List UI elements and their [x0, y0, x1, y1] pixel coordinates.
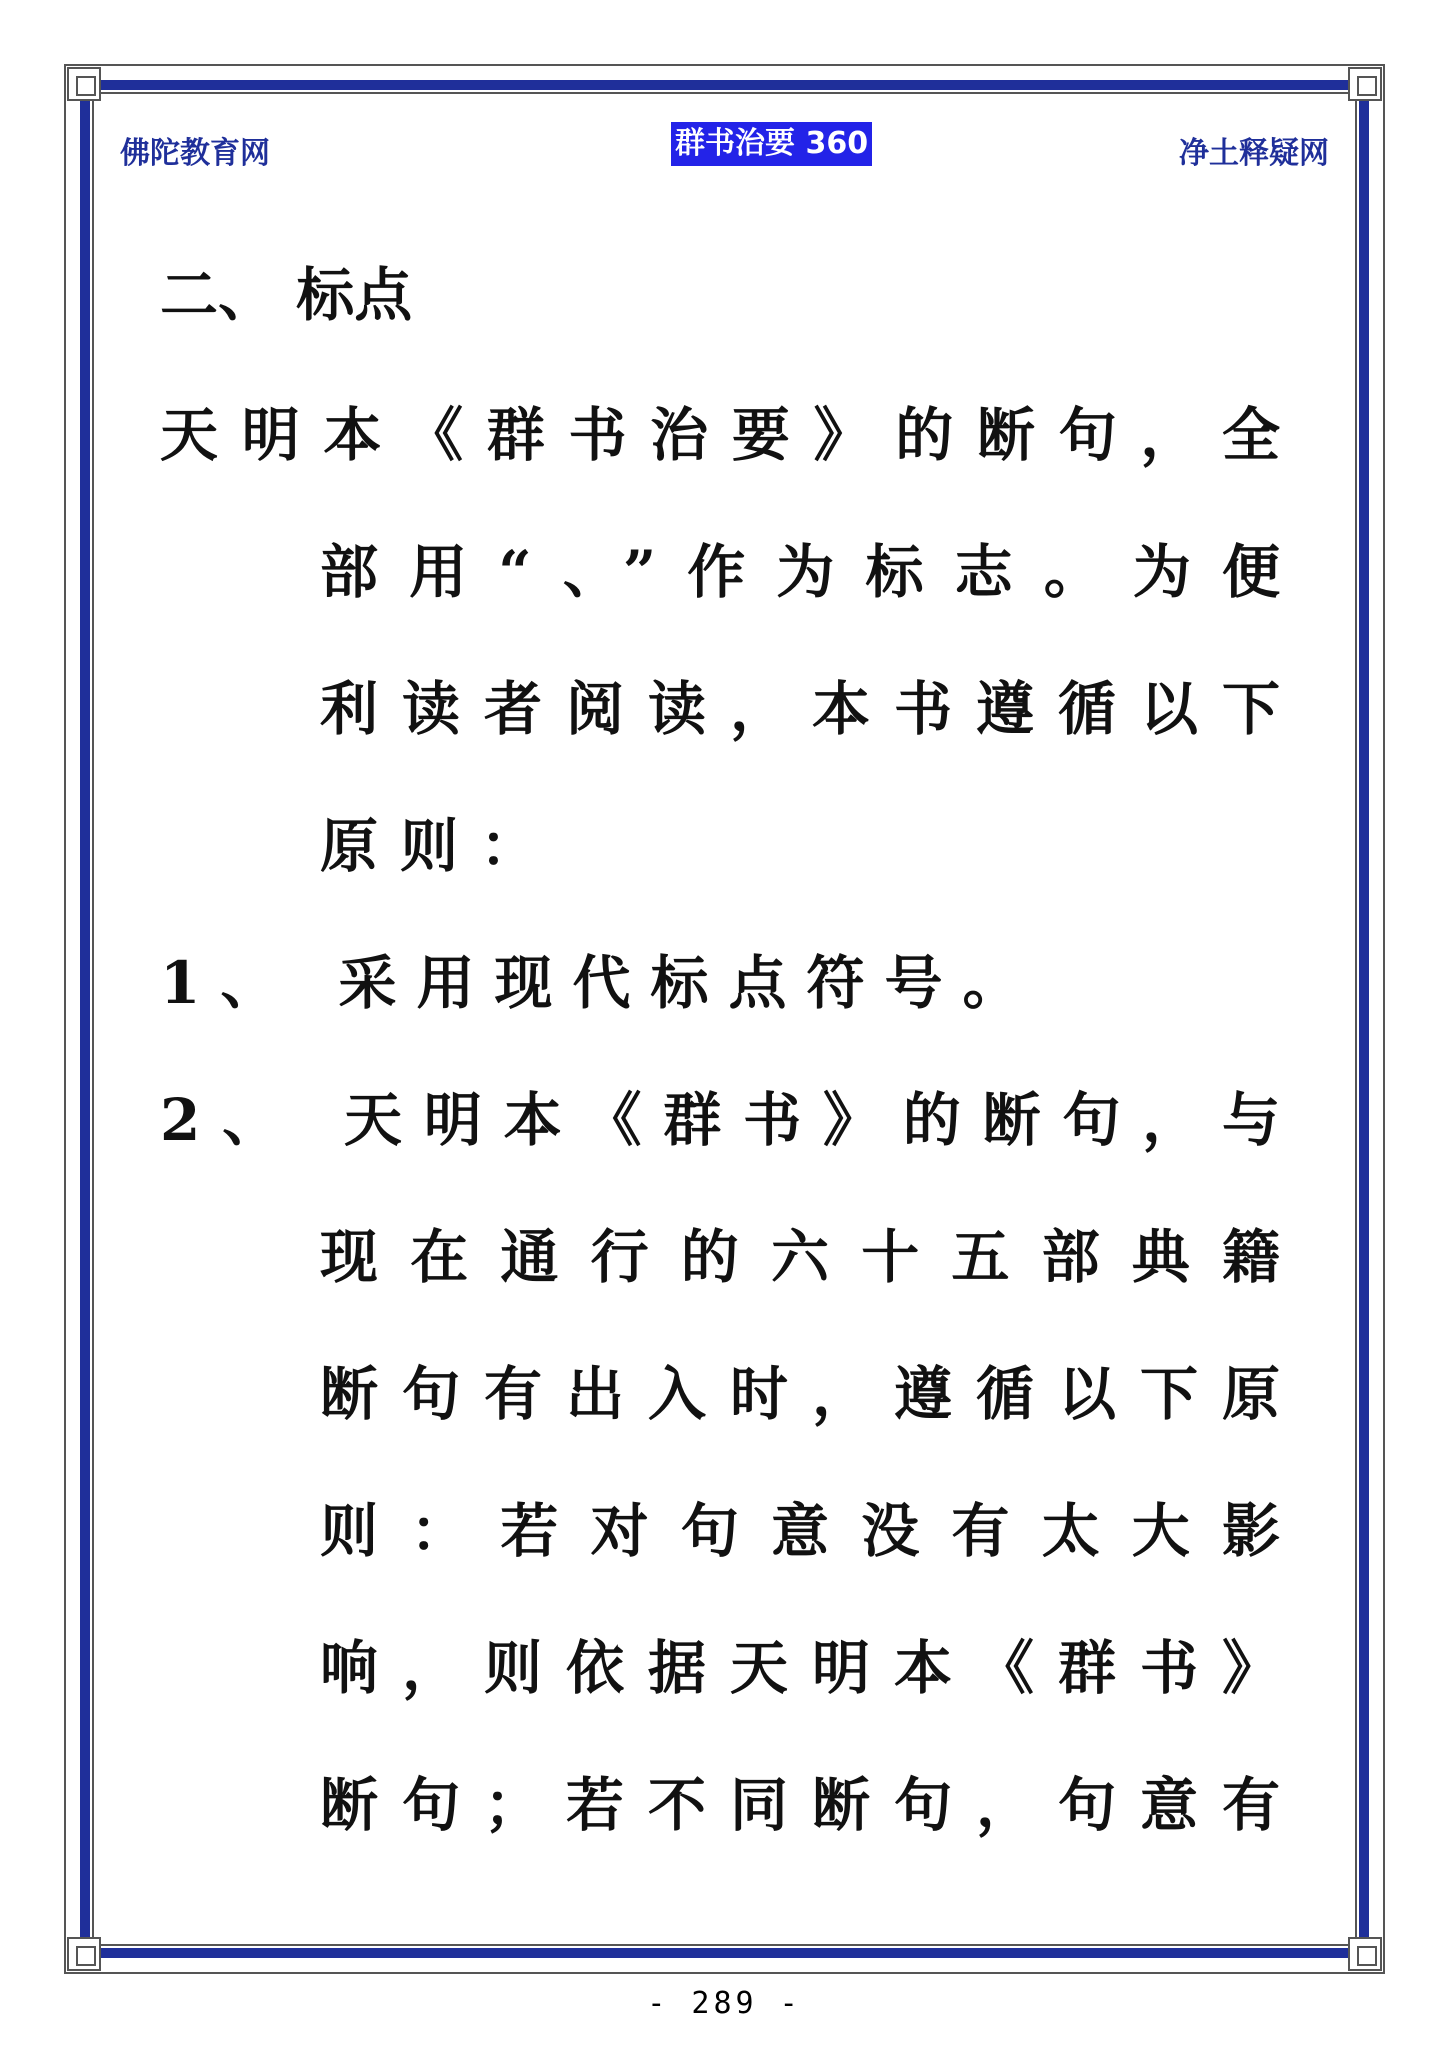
- page-header: [120, 122, 1329, 170]
- paragraph-1-line-4: 原则：: [320, 812, 561, 880]
- section-heading: 二、 标点: [160, 261, 413, 329]
- header-right-site-name: 净土释疑网: [1179, 136, 1329, 171]
- header-book-title: 群书治要 360: [671, 122, 872, 166]
- list-item-2-line-5: 响，则依据天明本《群书》: [320, 1634, 1280, 1702]
- paragraph-1-line-3: 利读者阅读，本书遵循以下: [320, 675, 1280, 743]
- corner-ornament-top-left: [67, 67, 101, 101]
- corner-ornament-top-right: [1348, 67, 1382, 101]
- page-number: - 289 -: [647, 1986, 802, 2021]
- header-left-site-name: 佛陀教育网: [120, 136, 270, 171]
- list-item-2-line-2: 现在通行的六十五部典籍: [320, 1223, 1280, 1291]
- corner-ornament-bottom-left: [67, 1937, 101, 1971]
- list-item-2-line-1: 2、 天明本《群书》的断句，与: [160, 1086, 1280, 1154]
- corner-ornament-bottom-right: [1348, 1937, 1382, 1971]
- paragraph-1-line-2: 部用“、”作为标志。为便: [320, 538, 1280, 606]
- list-item-1: 1、 采用现代标点符号。: [160, 949, 1041, 1017]
- list-item-2-line-6: 断句；若不同断句，句意有: [320, 1771, 1280, 1839]
- list-item-2-line-3: 断句有出入时，遵循以下原: [320, 1360, 1280, 1428]
- list-item-2-line-4: 则：若对句意没有太大影: [320, 1497, 1280, 1565]
- paragraph-1-line-1: 天明本《群书治要》的断句，全: [160, 401, 1280, 469]
